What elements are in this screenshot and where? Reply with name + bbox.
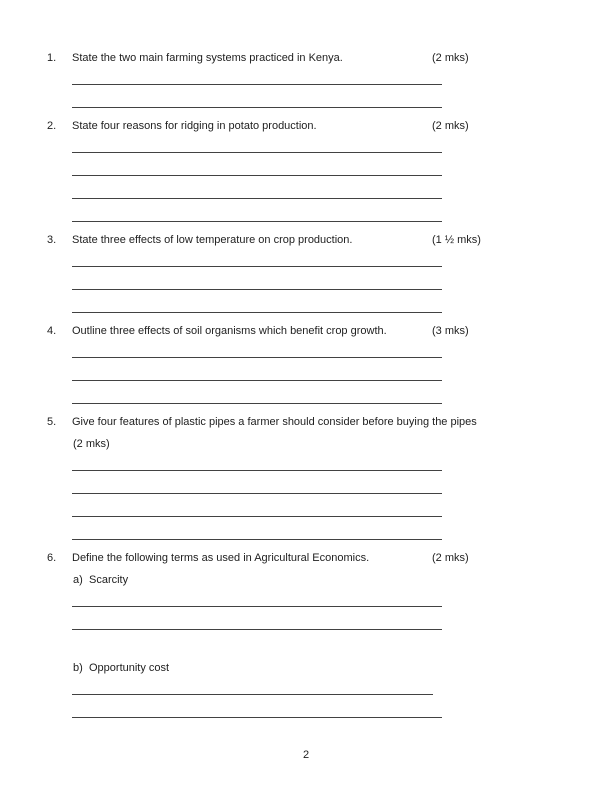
question-2-text: State four reasons for ridging in potato production. <box>72 120 317 132</box>
question-4-marks: (3 mks) <box>432 325 469 337</box>
question-3-text: State three effects of low temperature on crop production. <box>72 234 353 246</box>
answer-line <box>72 607 442 630</box>
question-6a-label: a) <box>73 574 83 586</box>
question-4-text: Outline three effects of soil organisms which benefit crop growth. <box>72 325 387 337</box>
question-5-text: Give four features of plastic pipes a farmer should consider before buying the pipes <box>72 416 477 428</box>
question-1-text: State the two main farming systems practiced in Kenya. <box>72 52 343 64</box>
question-1-marks: (2 mks) <box>432 52 469 64</box>
question-6a <box>0 569 612 591</box>
question-2 <box>0 115 612 137</box>
question-6-marks: (2 mks) <box>432 552 469 564</box>
answer-line <box>72 290 442 313</box>
question-5-number: 5. <box>47 416 57 428</box>
question-2-number: 2. <box>47 120 57 132</box>
question-2-marks: (2 mks) <box>432 120 469 132</box>
question-5-marks-row <box>0 433 612 455</box>
question-6b <box>0 657 612 679</box>
question-1 <box>0 47 612 69</box>
question-4-number: 4. <box>47 325 57 337</box>
answer-line <box>72 267 442 290</box>
answer-line <box>72 199 442 222</box>
question-4 <box>0 320 612 342</box>
question-6-number: 6. <box>47 552 57 564</box>
answer-line <box>72 153 442 176</box>
question-3-number: 3. <box>47 234 57 246</box>
question-6b-text: Opportunity cost <box>89 662 170 674</box>
question-1-number: 1. <box>47 52 57 64</box>
question-6 <box>0 547 612 569</box>
answer-line <box>72 358 442 381</box>
question-6b-label: b) <box>73 662 83 674</box>
question-6a-text: Scarcity <box>89 574 129 586</box>
answer-line <box>72 494 442 517</box>
answer-line <box>72 517 442 540</box>
question-3-marks: (1 ½ mks) <box>432 234 481 246</box>
answer-line <box>72 471 442 494</box>
answer-line <box>72 85 442 108</box>
question-5 <box>0 411 612 433</box>
page-number: 2 <box>302 749 310 761</box>
question-3 <box>0 229 612 251</box>
answer-line <box>72 695 442 718</box>
answer-line <box>72 381 442 404</box>
question-5-marks: (2 mks) <box>73 438 110 450</box>
answer-line <box>72 176 442 199</box>
question-6-text: Define the following terms as used in Agricultural Economics. <box>72 552 370 564</box>
